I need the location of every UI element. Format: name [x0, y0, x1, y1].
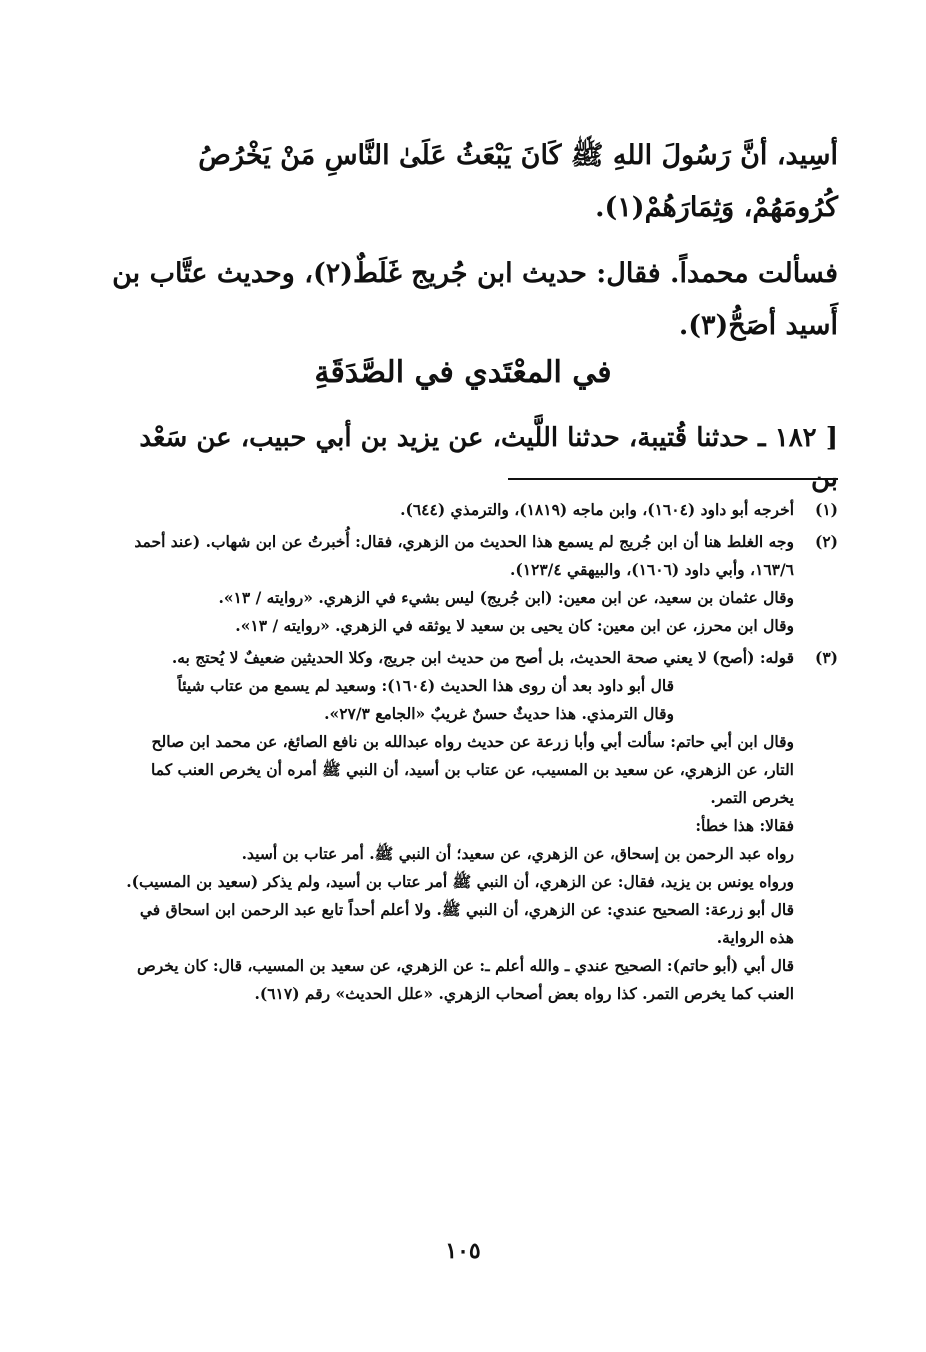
hadith-opening-line: [ ١٨٢ ـ حدثنا قُتيبة، حدثنا اللَّيث، عن يزيد بن أبي حبيب، عن سَعْد بن	[139, 423, 838, 493]
main-paragraph-2: فسألت محمداً. فقال: حديث ابن جُريج غَلَطٌ(٢)، وحديث عتَّاب بن أَسيد أصَحُّ(٣).	[112, 258, 838, 341]
main-paragraph-1: أسِيد، أنَّ رَسُولَ اللهِ ﷺ كَانَ يَبْعَثُ عَلَىٰ النَّاسِ مَنْ يَخْرُصُ كُرُومَهُمْ، وَثِمَارَهُمْ(١).	[198, 140, 838, 223]
footnote-line: رواه عبد الرحمن بن إسحاق، عن الزهري، عن سعيد؛ أن النبي ﷺ. أمر عتاب بن أسيد.	[241, 844, 794, 863]
footnote-line: وقال الترمذي. هذا حديثٌ حسنٌ غريبٌ «الجامع ٢٧/٣».	[324, 704, 674, 723]
footnote-number: (٣)	[814, 648, 838, 667]
footnote-line: أخرجه أبو داود (١٦٠٤)، وابن ماجه (١٨١٩)، والترمذي (٦٤٤).	[400, 500, 794, 519]
footnote-line: قال أبو داود بعد أن روى هذا الحديث (١٦٠٤): وسعيد لم يسمع من عتاب شيئاً	[177, 676, 674, 695]
footnote-body	[120, 496, 794, 524]
footnote-body	[120, 528, 794, 640]
footnote-line: ورواه يونس بن يزيد، فقال: عن الزهري، أن النبي ﷺ أمر عتاب بن أسيد، ولم يذكر (سعيد بن المسيب).	[126, 872, 794, 891]
footnote-2	[120, 528, 838, 640]
page-number: ١٠٥	[445, 1238, 481, 1264]
footnote-line: وقال عثمان بن سعيد، عن ابن معين: (ابن جُريج) ليس بشيء في الزهري. «روايته / ١٣».	[218, 588, 794, 607]
footnote-number: (٢)	[814, 532, 838, 551]
footnote-line: وقال ابن أبي حاتم: سألت أبي وأبا زرعة عن حديث رواه عبدالله بن نافع الصائغ، عن محمد ابن صالح التار، عن الزهري، عن سعيد بن المسيب، عن عتاب بن أسيد، أن النبي ﷺ أمره أن يخرص العنب كما يخرص التمر.	[151, 732, 794, 807]
footnote-1	[120, 496, 838, 524]
footnotes	[120, 496, 838, 1012]
footnote-line: فقالا: هذا خطأ:	[695, 816, 794, 835]
footnote-line: وقال ابن محرز، عن ابن معين: كان يحيى بن سعيد لا يوثقه في الزهري. «روايته / ١٣».	[235, 616, 794, 635]
chapter-heading: في المعْتَدي في الصَّدَقَةِ	[314, 355, 612, 390]
footnote-line: قال أبو زرعة: الصحيح عندي: عن الزهري، أن النبي ﷺ. ولا أعلم أحداً تابع عبد الرحمن ابن اسحاق في هذه الرواية.	[139, 900, 794, 947]
footnote-number: (١)	[814, 500, 838, 519]
footnote-line: قوله: (أصح) لا يعني صحة الحديث، بل أصح من حديث ابن جريج، وكلا الحديثين ضعيفٌ لا يُحتج به.	[171, 648, 794, 667]
footnote-line: وجه الغلط هنا أن ابن جُريج لم يسمع هذا الحديث من الزهري، فقال: أُخبرتُ عن ابن شهاب. (عند أحمد ١٦٣/٦، وأبي داود (١٦٠٦)، والبيهقي ١٢٣/٤).	[134, 532, 794, 579]
footnote-line: قال أبي (أبو حاتم): الصحيح عندي ـ والله أعلم ـ: عن الزهري، عن سعيد بن المسيب، قال: كان يخرص العنب كما يخرص التمر. كذا رواه بعض أصحاب الزهري. «علل الحديث» رقم (٦١٧).	[137, 956, 794, 1003]
main-text	[110, 130, 838, 366]
footnote-body	[120, 644, 794, 1008]
footnote-divider	[508, 478, 838, 480]
footnote-3	[120, 644, 838, 1008]
